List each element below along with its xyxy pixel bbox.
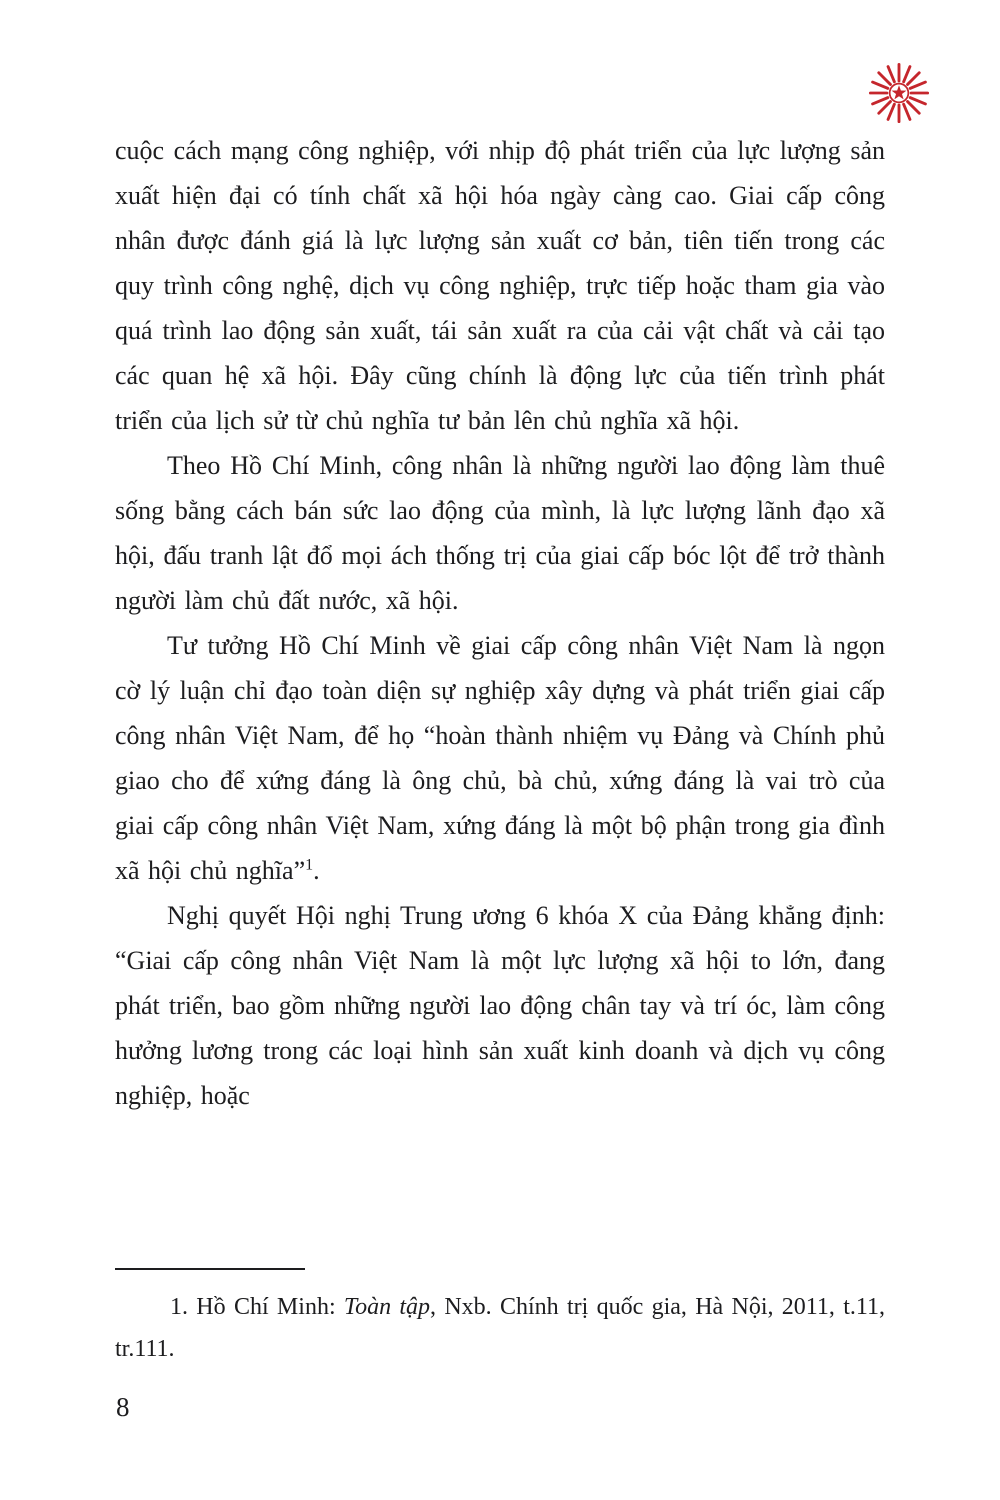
page-number: 8 (116, 1392, 130, 1422)
footnote-suffix: , Nxb. Chính trị quốc gia, Hà Nội, 2011, t.11, tr.111. (115, 1294, 885, 1362)
page-body (115, 128, 885, 1118)
footnote-prefix: 1. Hồ Chí Minh: (170, 1294, 344, 1320)
footnote-text (115, 1286, 885, 1370)
paragraph-3 (115, 623, 885, 893)
footnote-work-title: Toàn tập (343, 1294, 431, 1320)
paragraph-2: Theo Hồ Chí Minh, công nhân là những người lao động làm thuê sống bằng cách bán sức lao động của mình, là lực lượng lãnh đạo xã hội, đấu tranh lật đổ mọi ách thống trị của giai cấp bóc lột để trở thành người làm chủ đất nước, xã hội. (115, 451, 885, 615)
footnote-separator-rule (115, 1268, 305, 1270)
publisher-logo (866, 60, 932, 126)
starburst-emblem-icon (866, 60, 932, 126)
footnote-reference-marker: 1 (305, 856, 314, 874)
paragraph-4: Nghị quyết Hội nghị Trung ương 6 khóa X của Đảng khẳng định: “Giai cấp công nhân Việt Nam là một lực lượng xã hội to lớn, đang phát triển, bao gồm những người lao động chân tay và trí óc, làm công hưởng lương trong các loại hình sản xuất kinh doanh và dịch vụ công nghiệp, hoặc (115, 901, 885, 1110)
paragraph-3-text: Tư tưởng Hồ Chí Minh về giai cấp công nhân Việt Nam là ngọn cờ lý luận chỉ đạo toàn diện sự nghiệp xây dựng và phát triển giai cấp công nhân Việt Nam, để họ “hoàn thành nhiệm vụ Đảng và Chính phủ giao cho để xứng đáng là ông chủ, bà chủ, xứng đáng là vai trò của giai cấp công nhân Việt Nam, xứng đáng là một bộ phận trong gia đình xã hội chủ nghĩa” (115, 631, 885, 885)
footnote-area (115, 1268, 885, 1370)
paragraph-3-after-ref: . (313, 856, 320, 885)
paragraph-1: cuộc cách mạng công nghiệp, với nhịp độ phát triển của lực lượng sản xuất hiện đại có tính chất xã hội hóa ngày càng cao. Giai cấp công nhân được đánh giá là lực lượng sản xuất cơ bản, tiên tiến trong các quy trình công nghệ, dịch vụ công nghiệp, trực tiếp hoặc tham gia vào quá trình lao động sản xuất, tái sản xuất ra của cải vật chất và cải tạo các quan hệ xã hội. Đây cũng chính là động lực của tiến trình phát triển của lịch sử từ chủ nghĩa tư bản lên chủ nghĩa xã hội. (115, 136, 885, 435)
